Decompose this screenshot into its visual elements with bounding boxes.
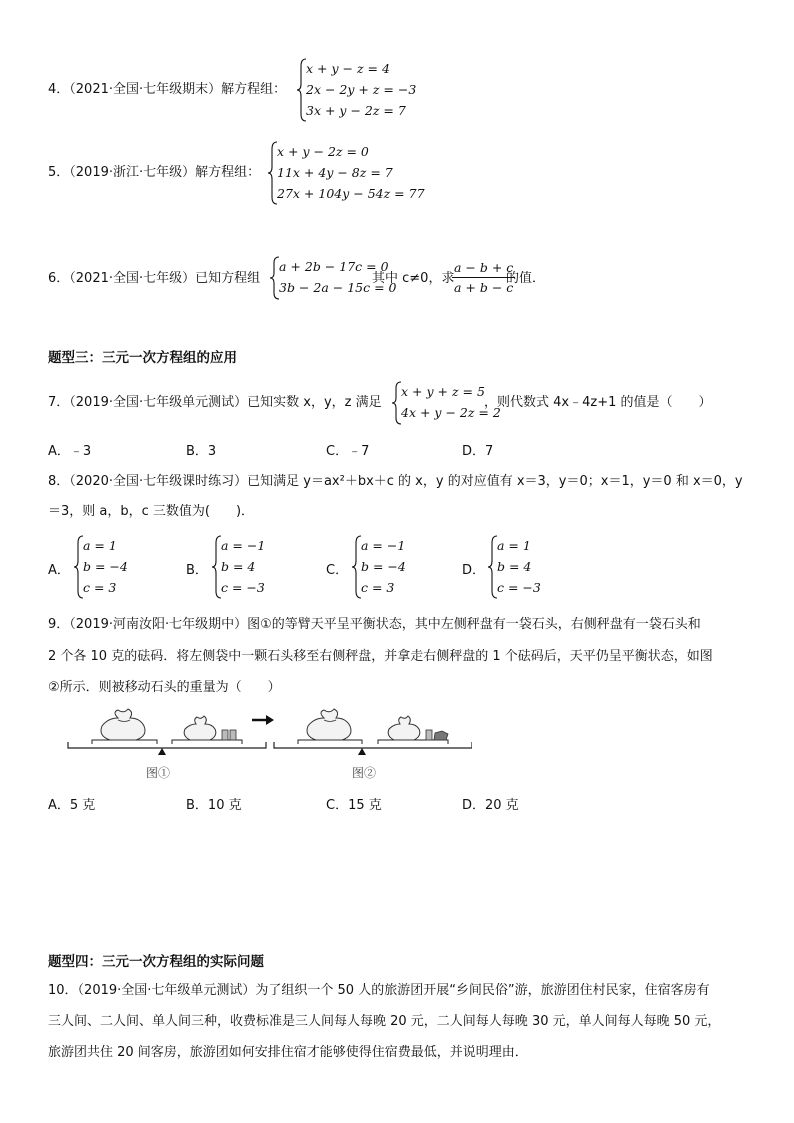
q8-option-c-label: C． <box>326 563 349 578</box>
q4-prefix: 4．（2021·全国·七年级期末）解方程组： <box>48 82 287 97</box>
q9-line-2: 2 个各 10 克的砝码．将左侧袋中一颗石头移至右侧秤盘，并拿走右侧秤盘的 1 个砝码后，天平仍呈平衡状态，如图 <box>48 649 713 664</box>
q7-option-c[interactable]: C．﹣7 <box>326 444 370 459</box>
q8-d-eq-3: c = −3 <box>497 580 541 595</box>
q10-line-3: 旅游团共住 20 间客房，旅游团如何安排住宿才能够使得住宿费最低，并说明理由． <box>48 1045 528 1060</box>
q5-eq-3: 27x + 104y − 54z = 77 <box>277 186 425 201</box>
q5-eq-2: 11x + 4y − 8z = 7 <box>277 165 393 180</box>
q9-option-c[interactable]: C．15 克 <box>326 798 382 813</box>
q8-a-eq-3: c = 3 <box>83 580 117 595</box>
q8-d-eq-2: b = 4 <box>497 559 532 574</box>
q8-option-b-label: B． <box>186 563 208 578</box>
q9-option-b[interactable]: B．10 克 <box>186 798 242 813</box>
q7-prefix: 7．（2019·全国·七年级单元测试）已知实数 x，y，z 满足 <box>48 395 382 410</box>
q8-option-d-label: D． <box>462 563 486 578</box>
q4-eq-3: 3x + y − 2z = 7 <box>306 103 406 118</box>
q6-eq-2: 3b − 2a − 15c = 0 <box>279 280 397 295</box>
q9-figure-2-caption: 图② <box>352 766 377 780</box>
q6-fraction-numerator: a − b + c <box>452 258 515 278</box>
q8-option-a-label: A． <box>48 563 70 578</box>
q7-option-b[interactable]: B．3 <box>186 444 217 459</box>
q8-c-eq-3: c = 3 <box>361 580 395 595</box>
q6-fraction-denominator: a + b − c <box>454 280 514 295</box>
q8-a-eq-2: b = −4 <box>83 559 128 574</box>
balance-scale-1-icon <box>68 709 266 755</box>
q8-b-eq-2: b = 4 <box>221 559 256 574</box>
q8-a-eq-1: a = 1 <box>83 538 117 553</box>
q10-line-1: 10．（2019·全国·七年级单元测试）为了组织一个 50 人的旅游团开展“乡间民俗”游，旅游团住村民家，住宿客房有 <box>48 983 710 998</box>
q6-suffix: 的值． <box>506 271 546 286</box>
q7-suffix: ，则代数式 4x﹣4z+1 的值是（ ） <box>484 395 712 410</box>
q8-c-eq-1: a = −1 <box>361 538 406 553</box>
q9-line-1: 9．（2019·河南汝阳·七年级期中）图①的等臂天平呈平衡状态，其中左侧秤盘有一袋石头，右侧秤盘有一袋石头和 <box>48 617 701 632</box>
q8-option-a[interactable] <box>48 535 188 601</box>
q8-option-d[interactable] <box>462 535 602 601</box>
q4-eq-1: x + y − z = 4 <box>306 61 390 76</box>
q5-prefix: 5．（2019·浙江·七年级）解方程组： <box>48 165 261 180</box>
q6-prefix: 6．（2021·全国·七年级）已知方程组 <box>48 271 261 286</box>
q8-line-2: ＝3，则 a，b，c 三数值为( )． <box>48 504 255 519</box>
arrow-right-icon <box>252 715 274 725</box>
q5-eq-1: x + y − 2z = 0 <box>277 144 369 159</box>
q6-mid-text: 其中 c≠0，求 <box>372 271 455 286</box>
q8-b-eq-3: c = −3 <box>221 580 265 595</box>
section-heading-3: 题型三：三元一次方程组的应用 <box>48 350 237 366</box>
balance-scale-2-icon <box>274 709 472 755</box>
q10-line-2: 三人间、二人间、单人间三种，收费标准是三人间每人每晚 20 元，二人间每人每晚 30 元，单人间每人每晚 50 元， <box>48 1014 721 1029</box>
q9-option-d[interactable]: D．20 克 <box>462 798 519 813</box>
q8-d-eq-1: a = 1 <box>497 538 531 553</box>
q9-option-a[interactable]: A．5 克 <box>48 798 96 813</box>
q9-line-3: ②所示．则被移动石头的重量为（ ） <box>48 680 281 695</box>
q8-option-c[interactable] <box>326 535 466 601</box>
q8-option-b[interactable] <box>186 535 326 601</box>
q8-b-eq-1: a = −1 <box>221 538 266 553</box>
q8-line-1: 8．（2020·全国·七年级课时练习）已知满足 y＝ax²＋bx＋c 的 x，y 的对应值有 x＝3，y＝0；x＝1，y＝0 和 x＝0，y <box>48 474 743 489</box>
q4-eq-2: 2x − 2y + z = −3 <box>306 82 417 97</box>
section-heading-4: 题型四：三元一次方程组的实际问题 <box>48 954 264 970</box>
q9-balance-figure <box>62 706 472 768</box>
q7-eq-2: 4x + y − 2z = 2 <box>401 405 501 420</box>
q8-c-eq-2: b = −4 <box>361 559 406 574</box>
q7-option-d[interactable]: D．7 <box>462 444 494 459</box>
q7-eq-1: x + y + z = 5 <box>401 384 485 399</box>
q9-figure-1-caption: 图① <box>146 766 171 780</box>
q6-eq-1: a + 2b − 17c = 0 <box>279 259 389 274</box>
q7-option-a[interactable]: A．﹣3 <box>48 444 92 459</box>
